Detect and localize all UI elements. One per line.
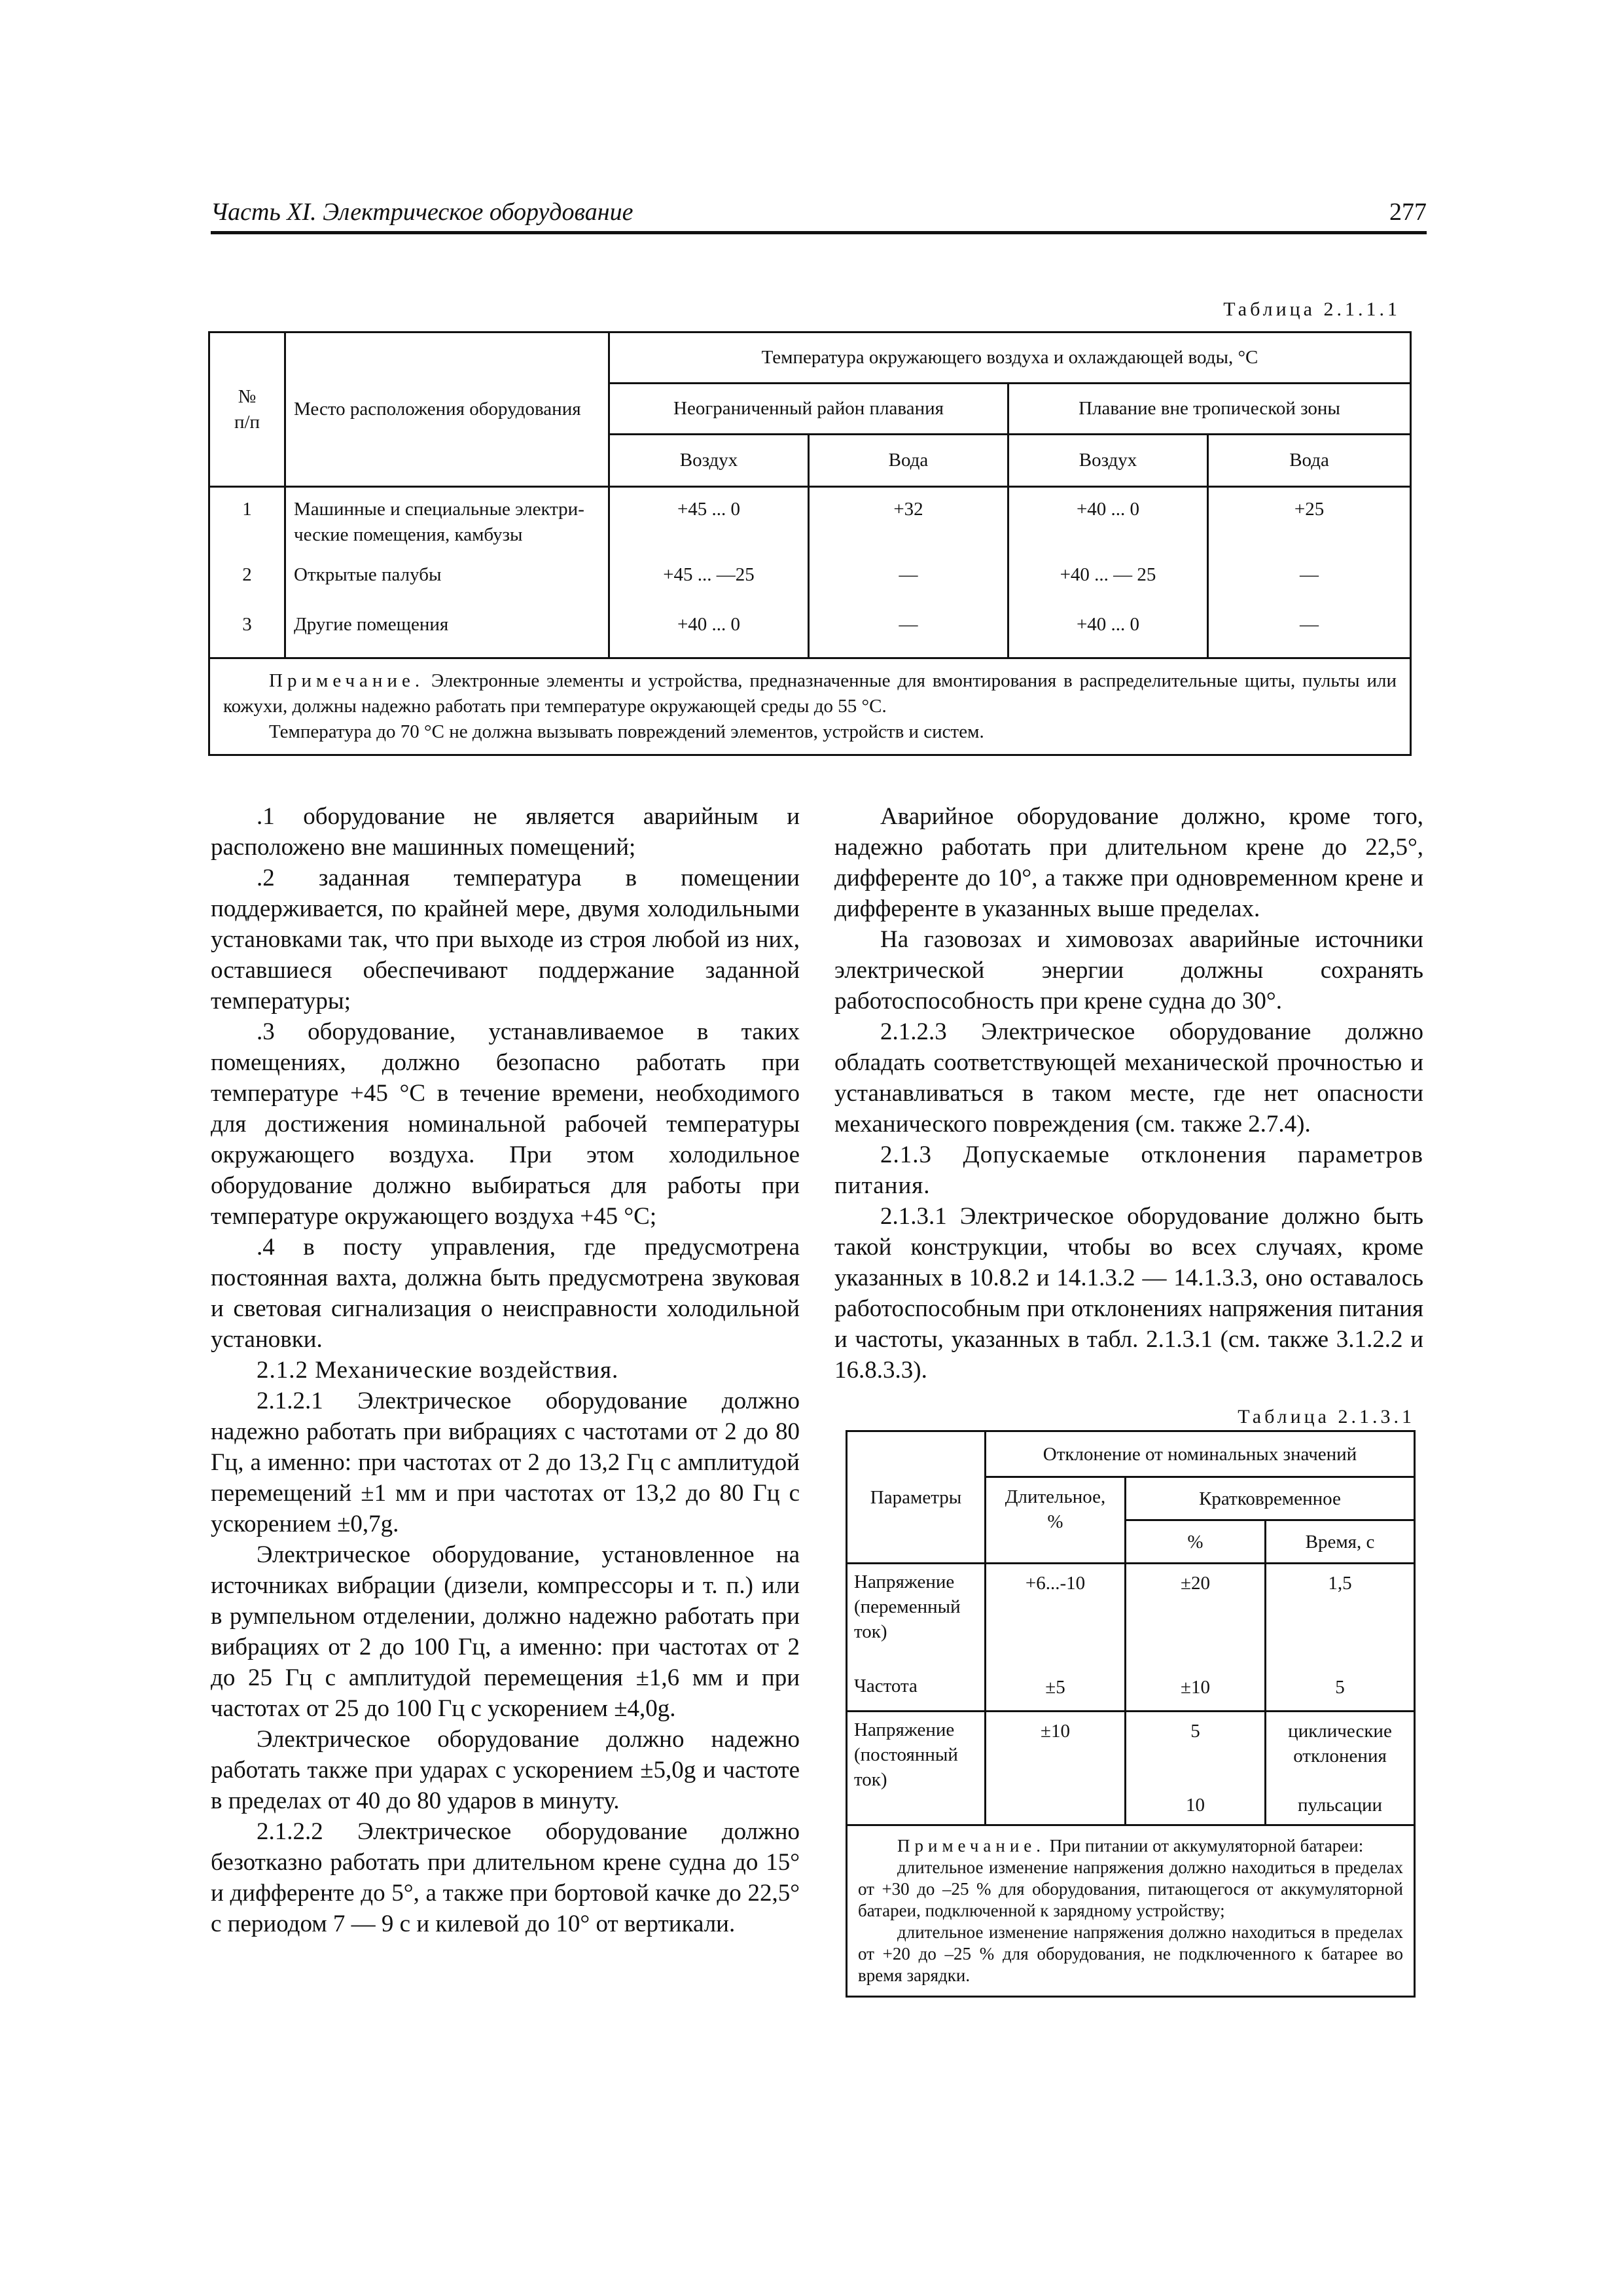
row-place: Машинные и специальные электри- ческие помещения, камбузы	[285, 487, 609, 554]
cell-value: —	[1208, 603, 1411, 658]
cell-value: 10	[1126, 1786, 1266, 1825]
page-number: 277	[1389, 198, 1427, 226]
note-text: Электронные элементы и устройства, предназначенные для вмонтирования в распределительные щиты, пульты или кожухи, должны надежно работать при температуре окружающей среды до 55 °С.	[223, 670, 1397, 717]
col-place-header: Место расположения оборудования	[285, 332, 609, 487]
table-row	[209, 603, 1411, 658]
cell-value: ±20	[1126, 1564, 1266, 1668]
table2-caption: Таблица 2.1.3.1	[1238, 1406, 1415, 1427]
row-place: Открытые палубы	[285, 553, 609, 603]
param-label: Напряжение (постоянный ток)	[847, 1712, 986, 1825]
air-header: Воздух	[609, 435, 809, 487]
cell-value: +40 ... 0	[1008, 487, 1208, 554]
paragraph: .1 оборудование не является аварийным и расположено вне машинных помещений;	[211, 803, 800, 861]
paragraph: .3 оборудование, устанавливаемое в таких помещениях, должно безопасно работать при температуре +45 °С в течение времени, необходимого для достижения номинальной рабочей температуры окружающего воздуха. При этом холодильное оборудование должно выбираться для работы при температуре окружающего воздуха +45 °С;	[211, 1018, 800, 1230]
row-place: Другие помещения	[285, 603, 609, 658]
cell-value: +32	[809, 487, 1008, 554]
paragraph: На газовозах и химовозах аварийные источники электрической энергии должны сохранять работоспособность при крене судна до 30°.	[834, 926, 1423, 1014]
cell-value: ±5	[986, 1668, 1126, 1712]
col-params-header: Параметры	[847, 1431, 986, 1564]
param-label: Частота	[847, 1668, 986, 1712]
water-header: Вода	[809, 435, 1008, 487]
section-heading: 2.1.2 Механические воздействия.	[257, 1357, 619, 1384]
paragraph: 2.1.2.3 Электрическое оборудование должно обладать соответствующей механической прочностью и устанавливаться в таком месте, где нет опасности механического повреждения (см. также 2.7.4).	[834, 1018, 1423, 1138]
col-long-header: Длительное, %	[986, 1477, 1126, 1564]
paragraph: 2.1.3.1 Электрическое оборудование должно быть такой конструкции, чтобы во всех случаях, кроме указанных в 10.8.2 и 14.1.3.2 — 14.1.3.3, оно оставалось работоспособным при отклонениях напряжения питания и частоты, указанных в табл. 2.1.3.1 (см. также 3.1.2.2 и 16.8.3.3).	[834, 1203, 1423, 1384]
cell-value: —	[809, 553, 1008, 603]
table1-caption: Таблица 2.1.1.1	[1223, 298, 1400, 320]
paragraph: .2 заданная температура в помещении поддерживается, по крайней мере, двумя холодильными установками так, что при выходе из строя любой из них, оставшиеся обеспечивают поддержание заданной температуры;	[211, 865, 800, 1014]
table2-note	[847, 1825, 1415, 1997]
area-unlimited-header: Неограниченный район плавания	[609, 384, 1008, 435]
note-text: длительное изменение напряжения должно находиться в пределах от +20 до –25 % для оборудования, не подключенного к батарее во время зарядки.	[858, 1922, 1404, 1985]
table-deviations	[846, 1430, 1416, 1998]
cell-value: —	[1208, 553, 1411, 603]
cell-value: 5	[1266, 1668, 1415, 1712]
cell-value: +40 ... — 25	[1008, 553, 1208, 603]
row-number: 1	[209, 487, 285, 554]
area-outside-header: Плавание вне тропической зоны	[1008, 384, 1411, 435]
note-text-2: Температура до 70 °С не должна вызывать повреждений элементов, устройств и систем.	[269, 721, 984, 742]
note-label: Примечание.	[897, 1836, 1046, 1856]
paragraph: 2.1.2.1 Электрическое оборудование должно надежно работать при вибрациях с частотами от 2 до 80 Гц, а именно: при частотах от 2 до 13,2 Гц с амплитудой перемещений ±1 мм и при частотах от 13,2 до 80 Гц с ускорением ±0,7g.	[211, 1388, 800, 1537]
table-row	[847, 1668, 1415, 1712]
paragraph: 2.1.2.2 Электрическое оборудование должно безотказно работать при длительном крене судна до 15° и дифференте до 5°, а также при бортовой качке до 22,5° с периодом 7 — 9 с и килевой до 10° от вертикали.	[211, 1818, 800, 1937]
cell-value: ±10	[986, 1712, 1126, 1825]
cell-value: +25	[1208, 487, 1411, 554]
cell-value: +40 ... 0	[609, 603, 809, 658]
table-temperature	[208, 331, 1412, 756]
table-row	[847, 1712, 1415, 1786]
right-column	[834, 801, 1423, 1386]
air-header: Воздух	[1008, 435, 1208, 487]
note-text: При питании от аккумуляторной батареи:	[1045, 1836, 1364, 1856]
cell-value: циклические отклонения	[1266, 1712, 1415, 1786]
left-column	[211, 801, 800, 1939]
cell-value: ±10	[1126, 1668, 1266, 1712]
cell-value: 1,5	[1266, 1564, 1415, 1668]
table-row	[209, 487, 1411, 554]
col-temp-header: Температура окружающего воздуха и охлаждающей воды, °С	[609, 332, 1411, 384]
table1-note	[209, 658, 1411, 755]
paragraph: .4 в посту управления, где предусмотрена постоянная вахта, должна быть предусмотрена звуковая и световая сигнализация о неисправности холодильной установки.	[211, 1234, 800, 1353]
cell-value: +40 ... 0	[1008, 603, 1208, 658]
col-dev-header: Отклонение от номинальных значений	[986, 1431, 1415, 1477]
cell-value: пульсации	[1266, 1786, 1415, 1825]
header-rule	[211, 231, 1427, 234]
cell-value: —	[809, 603, 1008, 658]
col-short-header: Кратковременное	[1126, 1477, 1415, 1520]
table-row	[209, 553, 1411, 603]
note-text: длительное изменение напряжения должно находиться в пределах от +30 до –25 % для оборудования, питающегося от аккумуляторной батареи, подключенной к зарядному устройству;	[858, 1857, 1404, 1920]
cell-value: +45 ... —25	[609, 553, 809, 603]
paragraph: Электрическое оборудование, установленное на источниках вибрации (дизели, компрессоры и т. п.) или в румпельном отделении, должно надежно работать при вибрациях от 2 до 100 Гц, а именно: при частотах от 2 до 25 Гц с амплитудой перемещения ±1,6 мм и при частотах от 25 до 100 Гц с ускорением ±4,0g.	[211, 1541, 800, 1722]
note-label: Примечание.	[269, 670, 425, 691]
param-label: Напряжение (переменный ток)	[847, 1564, 986, 1668]
cell-value: +45 ... 0	[609, 487, 809, 554]
water-header: Вода	[1208, 435, 1411, 487]
paragraph: Электрическое оборудование должно надежно работать также при ударах с ускорением ±5,0g и частоте в пределах от 40 до 80 ударов в минуту.	[211, 1726, 800, 1814]
col-time-header: Время, с	[1266, 1520, 1415, 1564]
section-heading: 2.1.3 Допускаемые отклонения параметров питания.	[834, 1141, 1423, 1199]
cell-value: +6...-10	[986, 1564, 1126, 1668]
col-number-header: № п/п	[209, 332, 285, 487]
row-number: 3	[209, 603, 285, 658]
table-row	[847, 1564, 1415, 1668]
col-pct-header: %	[1126, 1520, 1266, 1564]
paragraph: Аварийное оборудование должно, кроме того, надежно работать при длительном крене до 22,5°, дифференте до 10°, а также при одновременном крене и дифференте в указанных выше пределах.	[834, 803, 1423, 922]
row-number: 2	[209, 553, 285, 603]
running-header: Часть XI. Электрическое оборудование	[211, 198, 633, 226]
cell-value: 5	[1126, 1712, 1266, 1786]
